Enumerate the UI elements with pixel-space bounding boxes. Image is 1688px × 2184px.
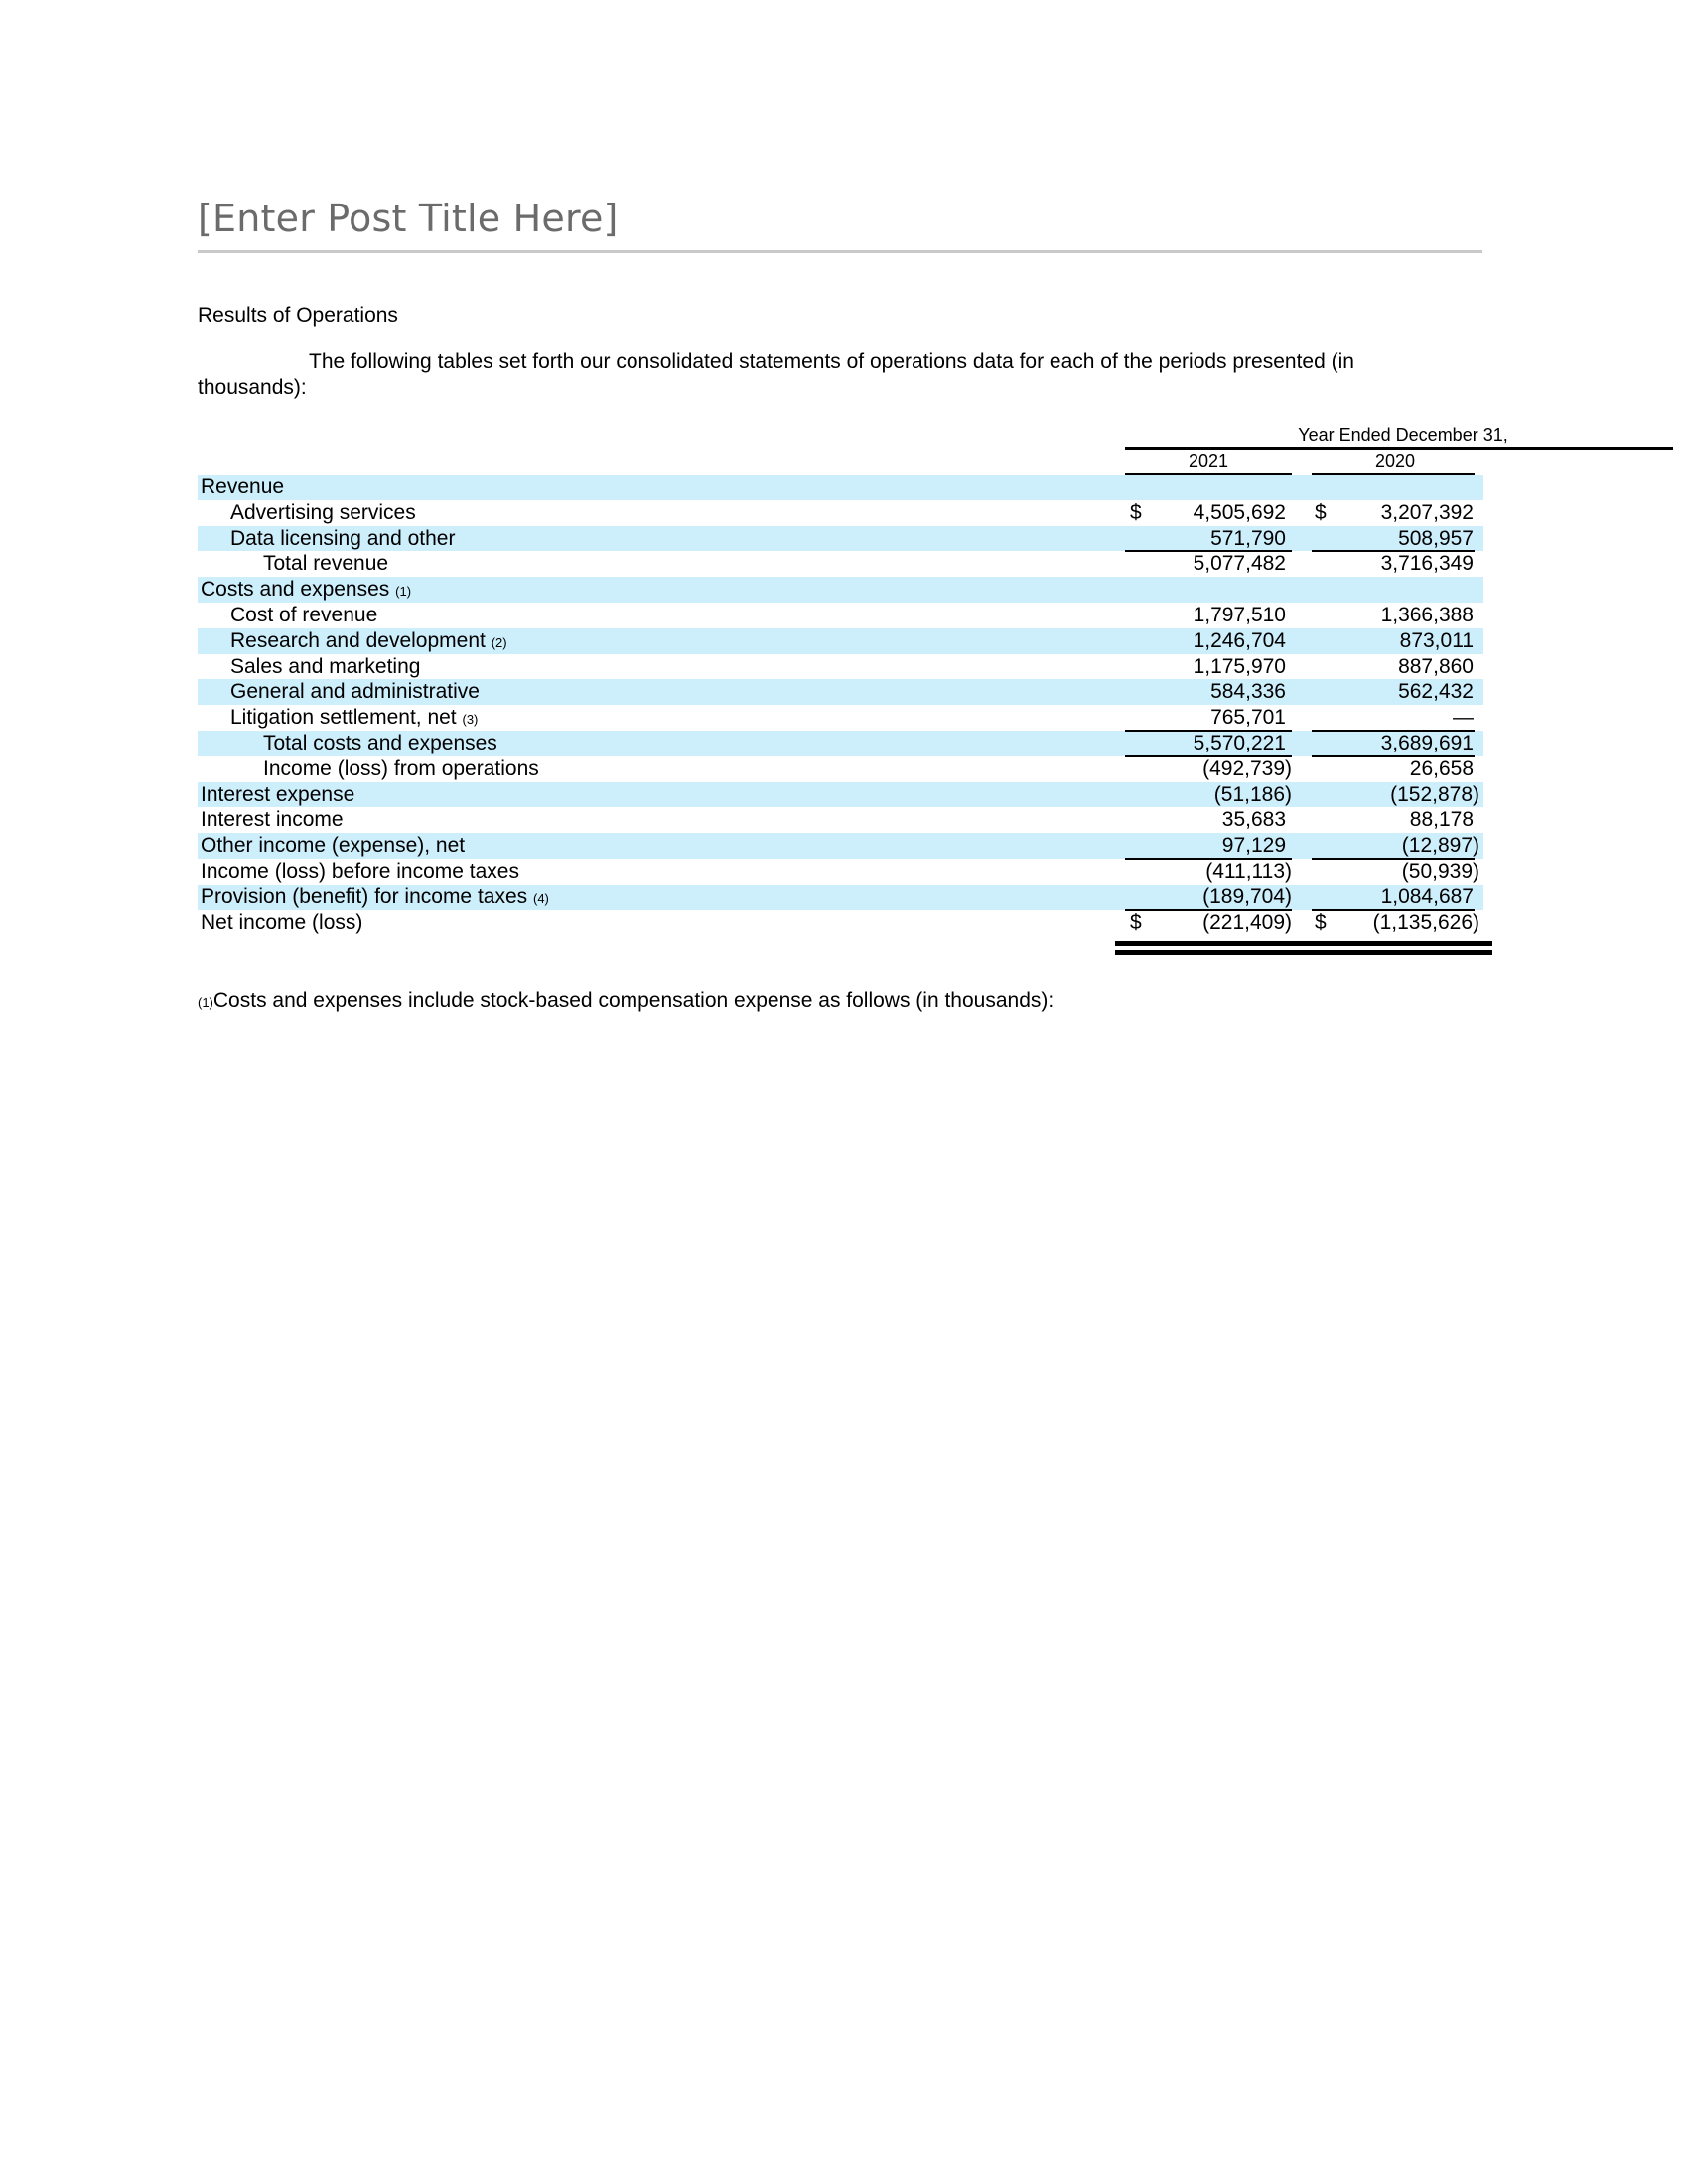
value-2020: 88,178 [1409, 808, 1474, 832]
table-row [198, 705, 1498, 731]
value-2020: 3,207,392 [1380, 500, 1474, 524]
value-2020: (152,878) [1390, 782, 1479, 806]
subtotal-rule [1125, 755, 1292, 757]
row-shading [198, 475, 1483, 500]
subtotal-rule [1125, 550, 1292, 552]
row-footnote-ref: (3) [462, 712, 479, 728]
row-label [201, 475, 284, 499]
value-2020: — [1453, 706, 1474, 730]
value-2021: 5,570,221 [1193, 731, 1286, 754]
row-label-text: Interest expense [201, 782, 355, 806]
subtotal-rule [1312, 858, 1475, 860]
value-2020: 887,860 [1398, 654, 1474, 678]
table-row [198, 551, 1498, 577]
value-2021: (189,704) [1202, 885, 1292, 908]
section-heading: Results of Operations [198, 304, 398, 327]
value-2021: 1,797,510 [1193, 603, 1286, 626]
subtotal-rule [1125, 909, 1292, 911]
row-label-text: Provision (benefit) for income taxes [201, 885, 528, 908]
row-label-text: General and administrative [230, 680, 480, 704]
row-label-text: Data licensing and other [230, 526, 456, 550]
table-row [198, 731, 1498, 756]
currency-symbol: $ [1130, 910, 1142, 934]
table-row [198, 859, 1498, 885]
row-label-text: Sales and marketing [230, 654, 421, 678]
row-label-text: Costs and expenses [201, 578, 390, 602]
value-2020: 26,658 [1409, 756, 1474, 780]
table-row [198, 500, 1498, 526]
table-row [198, 654, 1498, 680]
value-2021: 35,683 [1221, 808, 1286, 832]
value-2021: 97,129 [1221, 834, 1286, 858]
value-2021: (492,739) [1202, 756, 1292, 780]
table-row [198, 833, 1498, 859]
value-2021: 4,505,692 [1193, 500, 1286, 524]
value-2020: (50,939) [1401, 859, 1479, 883]
period-header-rule [1125, 447, 1673, 450]
value-2020: 1,366,388 [1380, 603, 1474, 626]
subtotal-rule [1125, 730, 1292, 732]
currency-symbol: $ [1130, 500, 1142, 524]
value-2020: 508,957 [1398, 526, 1474, 550]
table-row [198, 910, 1498, 936]
table-row [198, 782, 1498, 808]
value-2020: 3,716,349 [1380, 552, 1474, 576]
row-label-text: Other income (expense), net [201, 834, 466, 858]
total-double-rule [1115, 941, 1492, 946]
value-2021: 571,790 [1210, 526, 1286, 550]
year-2020-header: 2020 [1374, 451, 1416, 471]
table-row [198, 603, 1498, 628]
footnote-mark: (1) [198, 995, 213, 1010]
footnote [198, 989, 1054, 1013]
value-2020: (1,135,626) [1372, 910, 1479, 934]
row-footnote-ref: (4) [532, 890, 549, 906]
row-footnote-ref: (2) [491, 634, 507, 650]
currency-symbol: $ [1315, 500, 1327, 524]
value-2021: 1,175,970 [1193, 654, 1286, 678]
row-label-text: Total costs and expenses [263, 731, 497, 754]
row-label-text: Total revenue [263, 552, 389, 576]
currency-symbol: $ [1315, 910, 1327, 934]
row-label-text: Revenue [201, 476, 285, 498]
subtotal-rule [1312, 909, 1475, 911]
subtotal-rule [1312, 550, 1475, 552]
table-row [198, 807, 1498, 833]
value-2021: 5,077,482 [1193, 552, 1286, 576]
value-2021: 584,336 [1210, 680, 1286, 704]
period-header: Year Ended December 31, [1298, 425, 1508, 445]
table-row [198, 628, 1498, 654]
row-label-text: Interest income [201, 808, 344, 832]
value-2020: (12,897) [1401, 834, 1479, 858]
value-2020: 873,011 [1399, 628, 1474, 652]
value-2020: 1,084,687 [1380, 885, 1474, 908]
row-footnote-ref: (1) [395, 584, 412, 600]
row-label-text: Litigation settlement, net [230, 706, 457, 730]
total-double-rule [1115, 950, 1492, 955]
row-label-text: Cost of revenue [230, 603, 378, 626]
table-body [198, 475, 1498, 935]
value-2020: 3,689,691 [1380, 731, 1474, 754]
value-2021: (411,113) [1205, 859, 1292, 883]
value-2021: (51,186) [1213, 782, 1292, 806]
table-row [198, 577, 1498, 603]
value-2020: 562,432 [1398, 680, 1474, 704]
row-label-text: Net income (loss) [201, 910, 363, 934]
row-label-text: Income (loss) from operations [263, 756, 539, 780]
year-2021-header: 2021 [1188, 451, 1229, 471]
value-2021: 1,246,704 [1193, 628, 1286, 652]
table-row [198, 526, 1498, 552]
table-row [198, 756, 1498, 782]
table-row [198, 475, 1498, 500]
row-label-text: Income (loss) before income taxes [201, 859, 519, 883]
value-2021: 765,701 [1210, 706, 1286, 730]
subtotal-rule [1312, 755, 1475, 757]
table-row [198, 679, 1498, 705]
post-title: [Enter Post Title Here] [198, 197, 1482, 253]
footnote-text: Costs and expenses include stock-based compensation expense as follows (in thousands): [212, 989, 1055, 1012]
row-label-text: Advertising services [230, 500, 416, 524]
value-2021: (221,409) [1202, 910, 1292, 934]
intro-paragraph: The following tables set forth our consolidated statements of operations data for each of the periods presented (in thousands): [198, 350, 1354, 399]
row-label-text: Research and development [230, 628, 486, 652]
subtotal-rule [1125, 858, 1292, 860]
row-label [201, 577, 411, 604]
subtotal-rule [1312, 730, 1475, 732]
table-row [198, 885, 1498, 910]
